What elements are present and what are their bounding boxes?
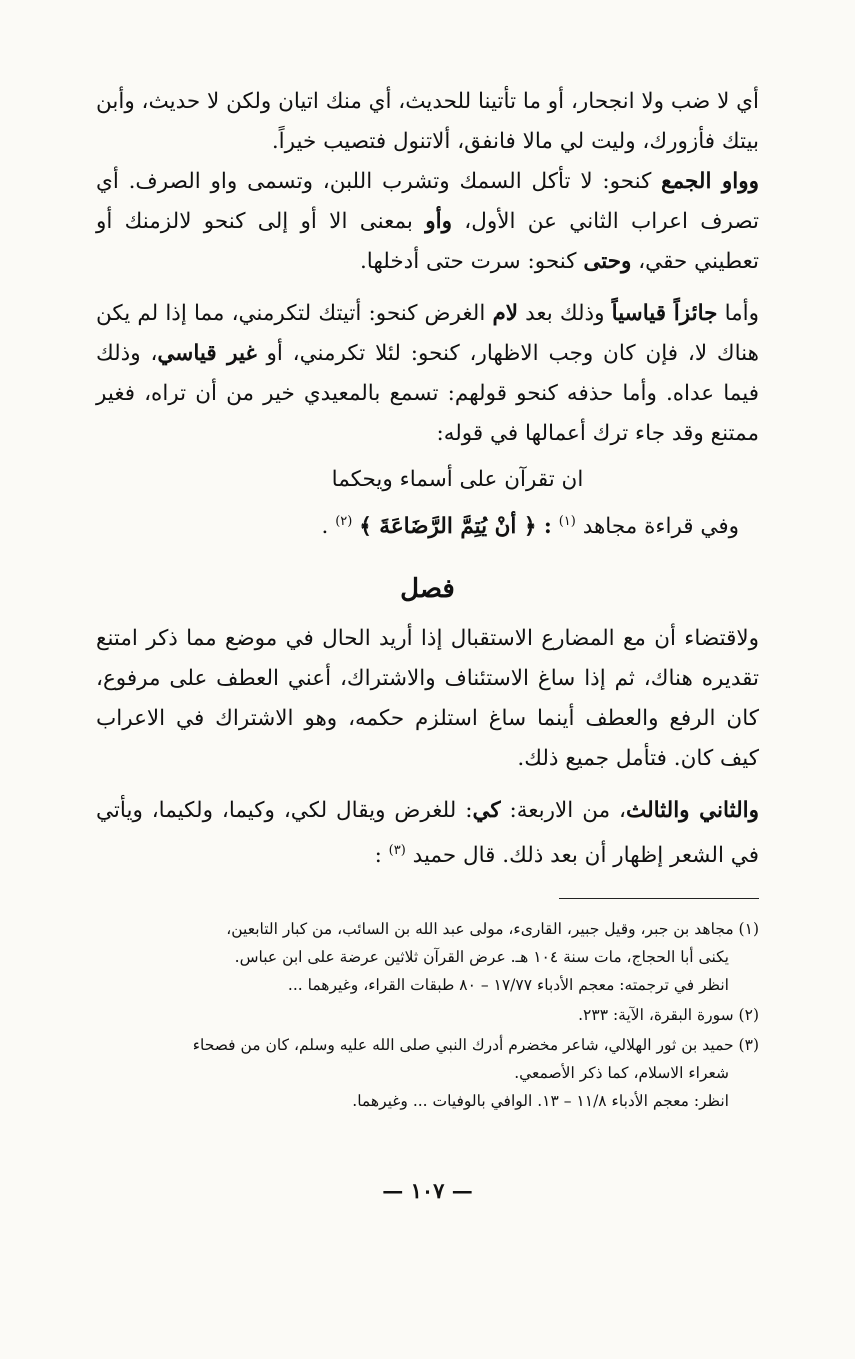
footnote-2: [96, 1001, 759, 1029]
page-number: — ١٠٧ —: [382, 1178, 473, 1203]
poetry-verse: ان تقرآن على أسماء ويحكما: [331, 467, 584, 492]
paragraph-4: [96, 619, 759, 779]
paragraph-2-text-b: بمعنى الا أو إلى كنحو لالزمنك أو تعطيني حقي،: [96, 209, 759, 274]
paragraph-1: [96, 82, 759, 162]
footnotes: [96, 915, 759, 1115]
paragraph-2-text-c: كنحو: سرت حتى أدخلها.: [359, 249, 584, 274]
footnote-3-line-2: شعراء الاسلام، كما ذكر الأصمعي.: [514, 1064, 729, 1083]
quran-verse: : ﴿ أنْ يُتِمَّ الرَّضَاعَةَ ﴾: [359, 514, 552, 540]
footnote-3-line-1: (٣) حميد بن ثور الهلالي، شاعر مخضرم أدرك النبي صلى الله عليه وسلم، كان من فصحاء: [192, 1036, 759, 1055]
footnote-2-line-1: (٢) سورة البقرة، الآية: ٢٣٣.: [578, 1006, 759, 1025]
footnote-3: [96, 1031, 759, 1115]
paragraph-5-text-a: ، من الاربعة:: [500, 798, 626, 824]
quran-end: .: [321, 514, 329, 540]
paragraph-5-text-b: : للغرض ويقال لكي، وكيما، ولكيما، ويأتي في الشعر إظهار أن بعد ذلك. قال حميد: [96, 798, 759, 869]
paragraph-3-text-d: ، وذلك فيما عداه. وأما حذفه كنحو قولهم: تسمع بالمعيدي خير من أن تراه، فغير ممتنع وقد جاء ترك أعمالها في قوله:: [96, 341, 759, 446]
footnote-divider: [559, 898, 759, 899]
term-hatta: وحتى: [583, 249, 632, 274]
footnote-1-line-3: انظر في ترجمته: معجم الأدباء ١٧/٧٧ – ٨٠ طبقات القراء، وغيرهما ...: [287, 976, 729, 995]
paragraph-4-text: ولاقتضاء أن مع المضارع الاستقبال إذا أريد الحال في موضع مما ذكر امتنع تقديره هناك، ثم إذا ساغ الاستئناف والاشتراك، أعني العطف على مرفوع، كان الرفع والعطف أينما ساغ استلزم حكمه، وهو الاشتراك في الاعراب كيف كان. فتأمل جميع ذلك.: [96, 626, 759, 772]
footnote-3-line-3: انظر: معجم الأدباء ١١/٨ – ١٣. الوافي بالوفيات ... وغيرهما.: [352, 1092, 729, 1111]
footnote-1-line-1: (١) مجاهد بن جبر، وقيل جبير، القارىء، مولى عبد الله بن السائب، من كبار التابعين،: [226, 920, 759, 939]
term-lam: لام: [492, 301, 519, 326]
quran-citation-line: [96, 500, 759, 549]
paragraph-3-text-c: الغرض كنحو: أتيتك لتكرمني، مما إذا لم يكن هناك لا، فإن كان وجب الاظهار، كنحو: لئلا تكرمني، أو: [96, 301, 759, 366]
quran-intro: وفي قراءة مجاهد: [582, 514, 739, 540]
paragraph-5: [96, 791, 759, 876]
paragraph-3-text-a: وأما: [717, 301, 759, 326]
section-title: فصل: [400, 574, 455, 605]
paragraph-2: [96, 162, 759, 282]
paragraph-3: [96, 294, 759, 454]
footnote-1-line-2: يكنى أبا الحجاج، مات سنة ١٠٤ هـ. عرض القرآن ثلاثين عرضة على ابن عباس.: [234, 948, 729, 967]
term-jaiz-qiyasi: جائزاً قياسياً: [611, 301, 718, 326]
paragraph-3-text-b: وذلك بعد: [518, 301, 612, 326]
term-aw: وأو: [425, 209, 452, 234]
term-second-third: والثاني والثالث: [625, 798, 759, 824]
footnote-1: [96, 915, 759, 999]
term-waw-aljam: وواو الجمع: [661, 169, 759, 194]
footnote-ref-2[interactable]: (٢): [335, 514, 353, 529]
paragraph-2-text-a: كنحو: لا تأكل السمك وتشرب اللبن، وتسمى واو الصرف. أي تصرف اعراب الثاني عن الأول،: [96, 169, 760, 234]
paragraph-5-end: :: [374, 843, 382, 869]
footnote-ref-1[interactable]: (١): [558, 514, 576, 529]
term-ghayr-qiyasi: غير قياسي: [157, 341, 257, 366]
term-kay: كي: [472, 798, 501, 824]
footnote-ref-3[interactable]: (٣): [388, 843, 406, 859]
paragraph-1-text: أي لا ضب ولا انجحار، أو ما تأتينا للحديث، أي منك اتيان ولكن لا حديث، وأبن بيتك فأزورك، وليت لي مالا فانفق، ألاتنول فتصيب خيراً.: [96, 89, 759, 154]
